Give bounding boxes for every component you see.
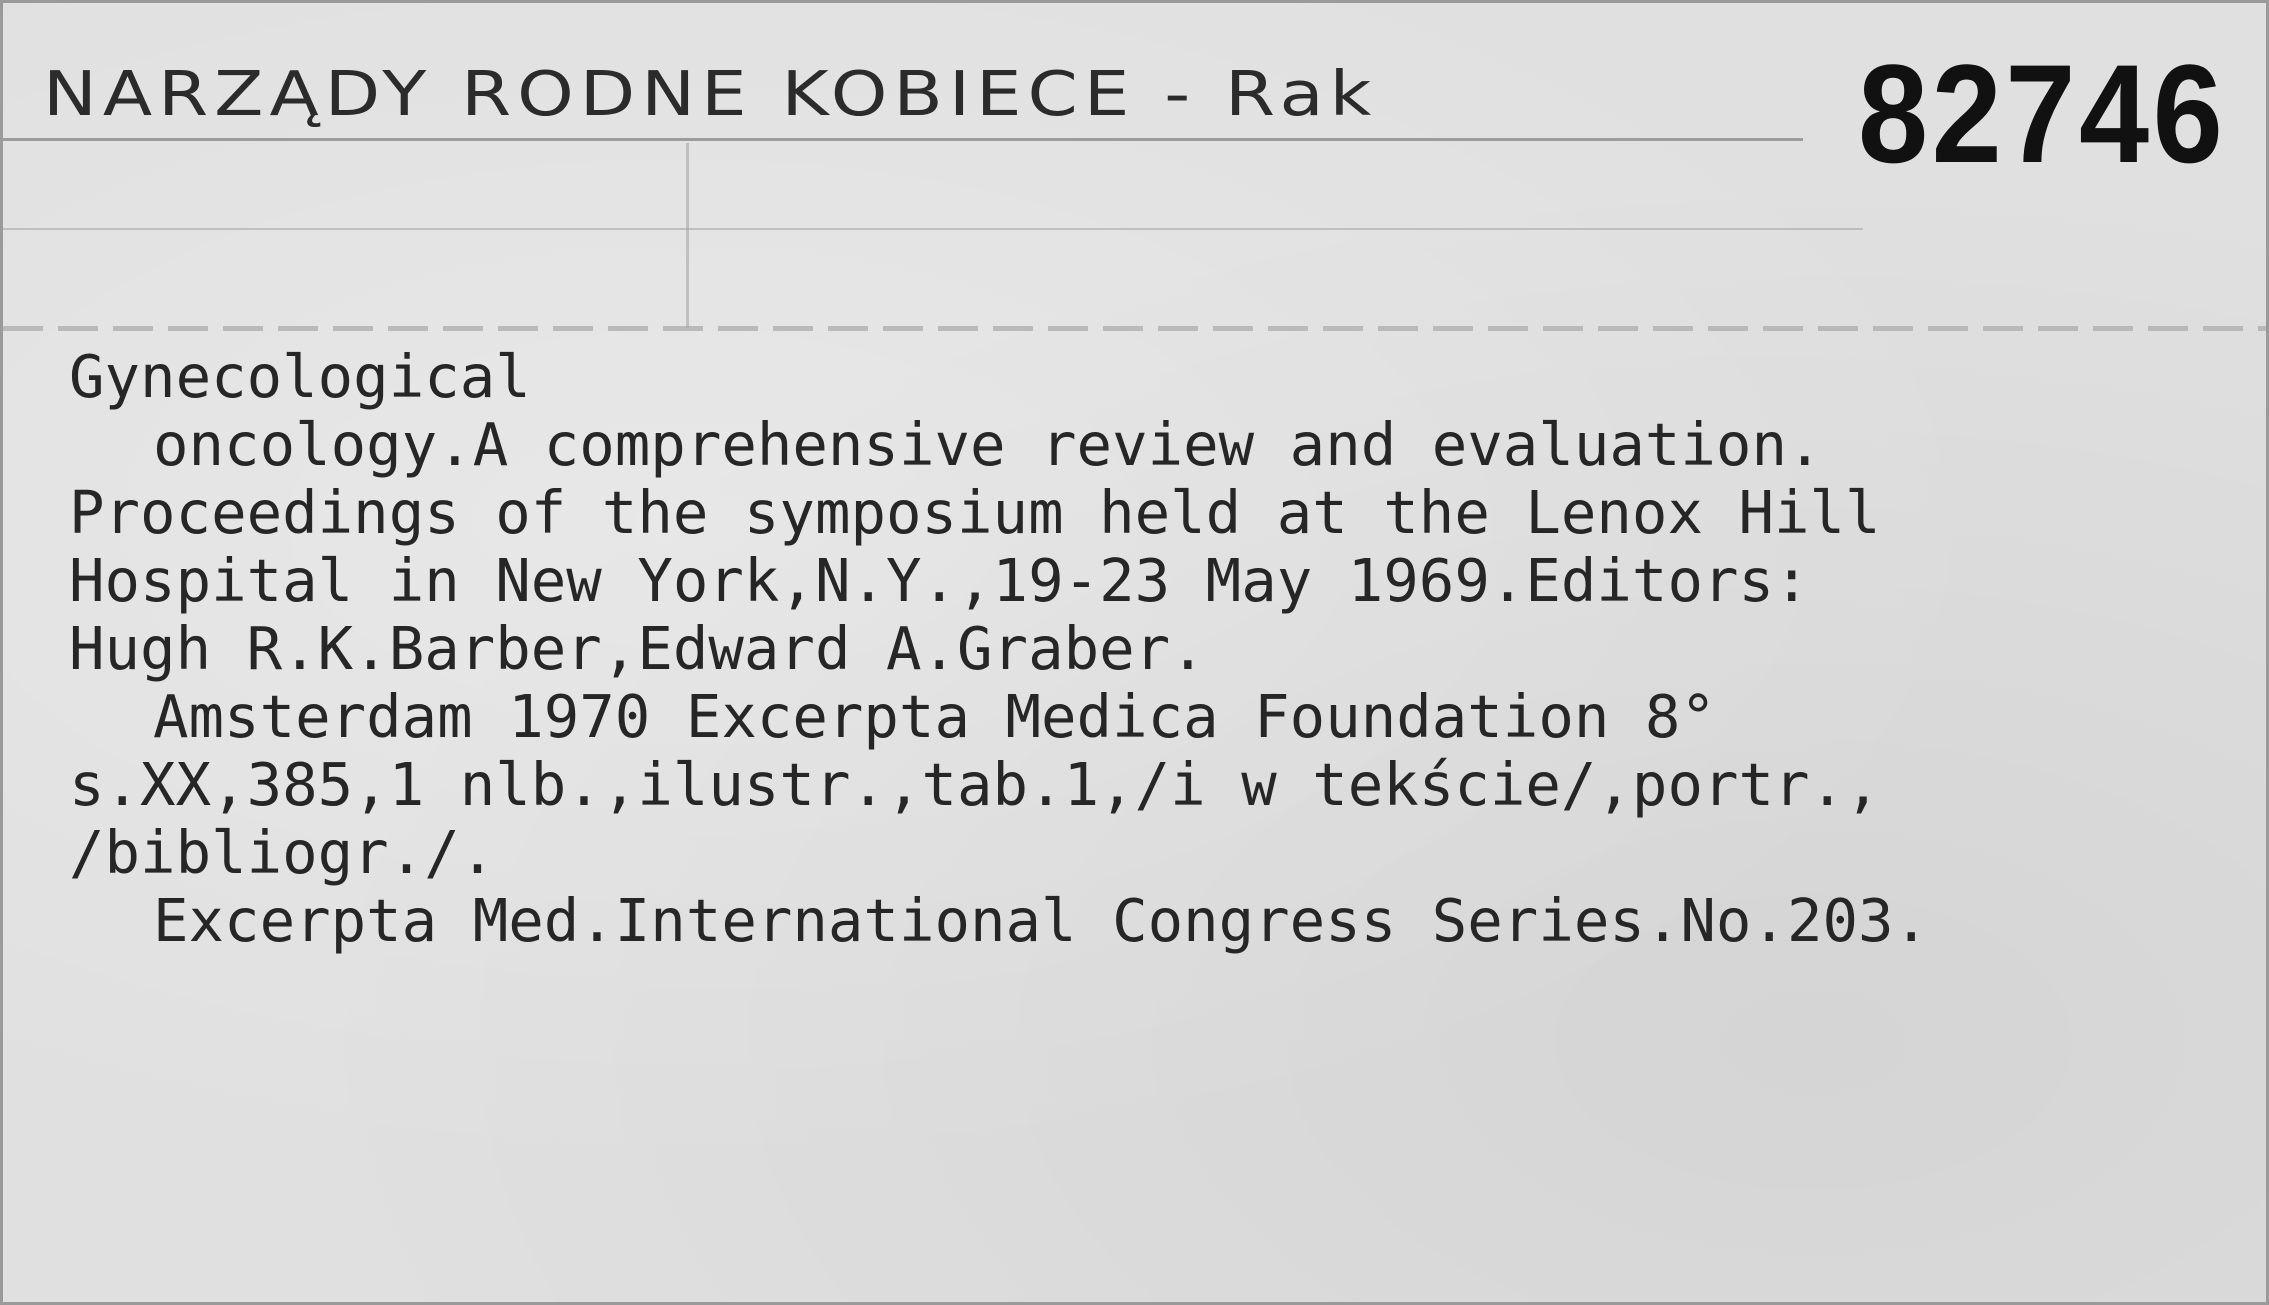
entry-line: /bibliogr./. (69, 818, 496, 887)
subject-heading: NARZĄDY RODNE KOBIECE - Rak (43, 58, 1378, 130)
entry-line: Hospital in New York,N.Y.,19-23 May 1969.Editors: (69, 546, 1810, 615)
dashed-divider (3, 326, 2269, 331)
bibliographic-entry (69, 343, 1929, 955)
accession-number: 82746 (1858, 35, 2227, 192)
entry-line: Excerpta Med.International Congress Series.No.203. (153, 886, 1930, 955)
divider-line (3, 138, 1803, 141)
entry-line: s.XX,385,1 nlb.,ilustr.,tab.1,/i w tekście/,portr., (69, 750, 1881, 819)
entry-line: Hugh R.K.Barber,Edward A.Graber. (69, 614, 1206, 683)
entry-line: Proceedings of the symposium held at the Lenox Hill (69, 478, 1881, 547)
entry-line: Amsterdam 1970 Excerpta Medica Foundation 8° (153, 682, 1716, 751)
vertical-rule (686, 143, 689, 328)
divider-line (3, 228, 1863, 230)
entry-line: oncology.A comprehensive review and evaluation. (153, 410, 1823, 479)
entry-line: Gynecological (69, 342, 531, 411)
